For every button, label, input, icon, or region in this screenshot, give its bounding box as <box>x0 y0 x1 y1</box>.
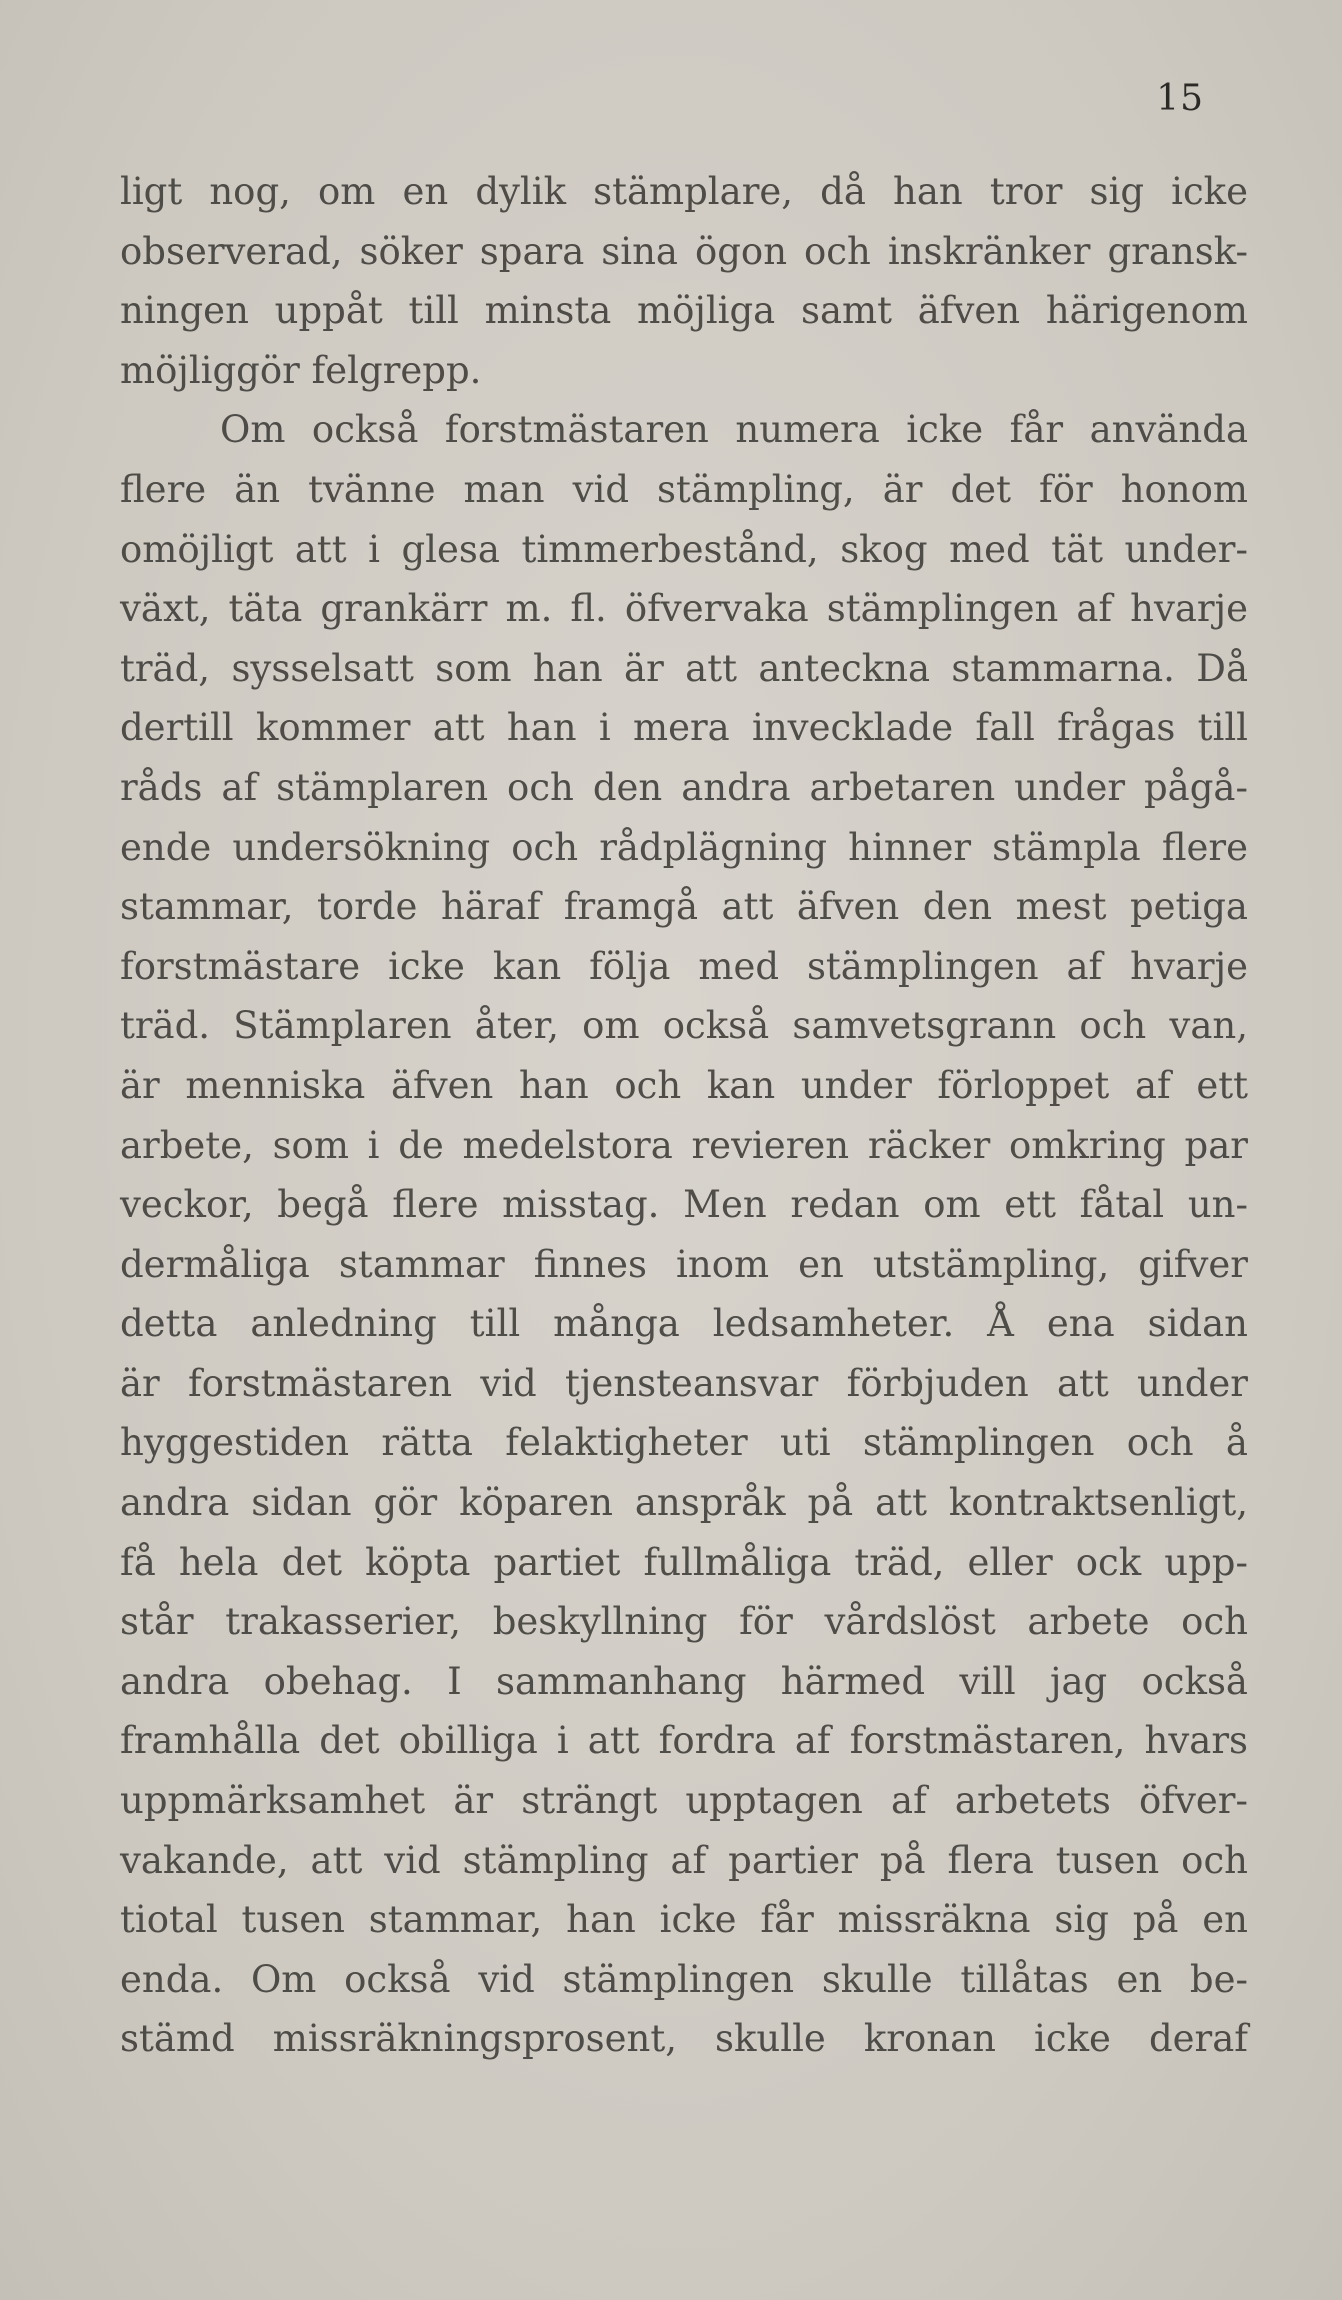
text-line: flere än tvänne man vid stämpling, är det för honom <box>120 467 1248 511</box>
text-line: vakande, att vid stämpling af partier på flera tusen och <box>120 1838 1248 1882</box>
text-line: stammar, torde häraf framgå att äfven den mest petiga <box>120 885 1248 929</box>
text-line: möjliggör felgrepp. <box>120 348 482 392</box>
text-line: uppmärksamhet är strängt upptagen af arbetets öfver- <box>120 1779 1248 1823</box>
text-line: ende undersökning och rådplägning hinner stämpla flere <box>120 825 1248 869</box>
text-line: enda. Om också vid stämplingen skulle tillåtas en be- <box>120 1957 1248 2001</box>
text-line: träd. Stämplaren åter, om också samvetsgrann och van, <box>120 1004 1248 1048</box>
text-line: omöjligt att i glesa timmerbestånd, skog med tät under- <box>120 527 1248 571</box>
text-line: ningen uppåt till minsta möjliga samt äfven härigenom <box>120 289 1248 333</box>
text-line: står trakasserier, beskyllning för vårdslöst arbete och <box>120 1600 1248 1644</box>
text-line: dertill kommer att han i mera invecklade fall frågas till <box>120 706 1248 750</box>
text-line: ligt nog, om en dylik stämplare, då han tror sig icke <box>120 170 1248 213</box>
text-line: hyggestiden rätta felaktigheter uti stämplingen och å <box>120 1421 1248 1465</box>
text-line: stämd missräkningsprosent, skulle kronan icke deraf <box>120 2017 1248 2061</box>
text-line: är menniska äfven han och kan under förloppet af ett <box>120 1063 1248 1107</box>
text-line: observerad, söker spara sina ögon och inskränker gransk- <box>120 229 1248 273</box>
text-line: dermåliga stammar finnes inom en utstämpling, gifver <box>120 1242 1248 1286</box>
text-line: andra sidan gör köparen anspråk på att kontraktsenligt, <box>120 1481 1248 1525</box>
text-line: få hela det köpta partiet fullmåliga träd, eller ock upp- <box>120 1540 1248 1584</box>
text-line: veckor, begå flere misstag. Men redan om ett fåtal un- <box>120 1183 1248 1227</box>
text-line: Om också forstmästaren numera icke får använda <box>220 408 1248 452</box>
text-line: arbete, som i de medelstora revieren räcker omkring par <box>120 1123 1248 1167</box>
text-line: tiotal tusen stammar, han icke får missräkna sig på en <box>120 1898 1248 1942</box>
body-text <box>120 162 1248 2069</box>
text-line: växt, täta grankärr m. fl. öfvervaka stämplingen af hvarje <box>120 587 1248 631</box>
text-line: andra obehag. I sammanhang härmed vill jag också <box>120 1659 1248 1703</box>
page-number: 15 <box>1156 78 1204 119</box>
text-line: är forstmästaren vid tjensteansvar förbjuden att under <box>120 1361 1248 1405</box>
text-line: framhålla det obilliga i att fordra af forstmästaren, hvars <box>120 1719 1248 1763</box>
text-line: detta anledning till många ledsamheter. Å ena sidan <box>120 1302 1248 1346</box>
text-line: träd, sysselsatt som han är att anteckna stammarna. Då <box>120 646 1248 690</box>
text-line: forstmästare icke kan följa med stämplingen af hvarje <box>120 944 1248 988</box>
text-line: råds af stämplaren och den andra arbetaren under pågå- <box>120 765 1248 809</box>
